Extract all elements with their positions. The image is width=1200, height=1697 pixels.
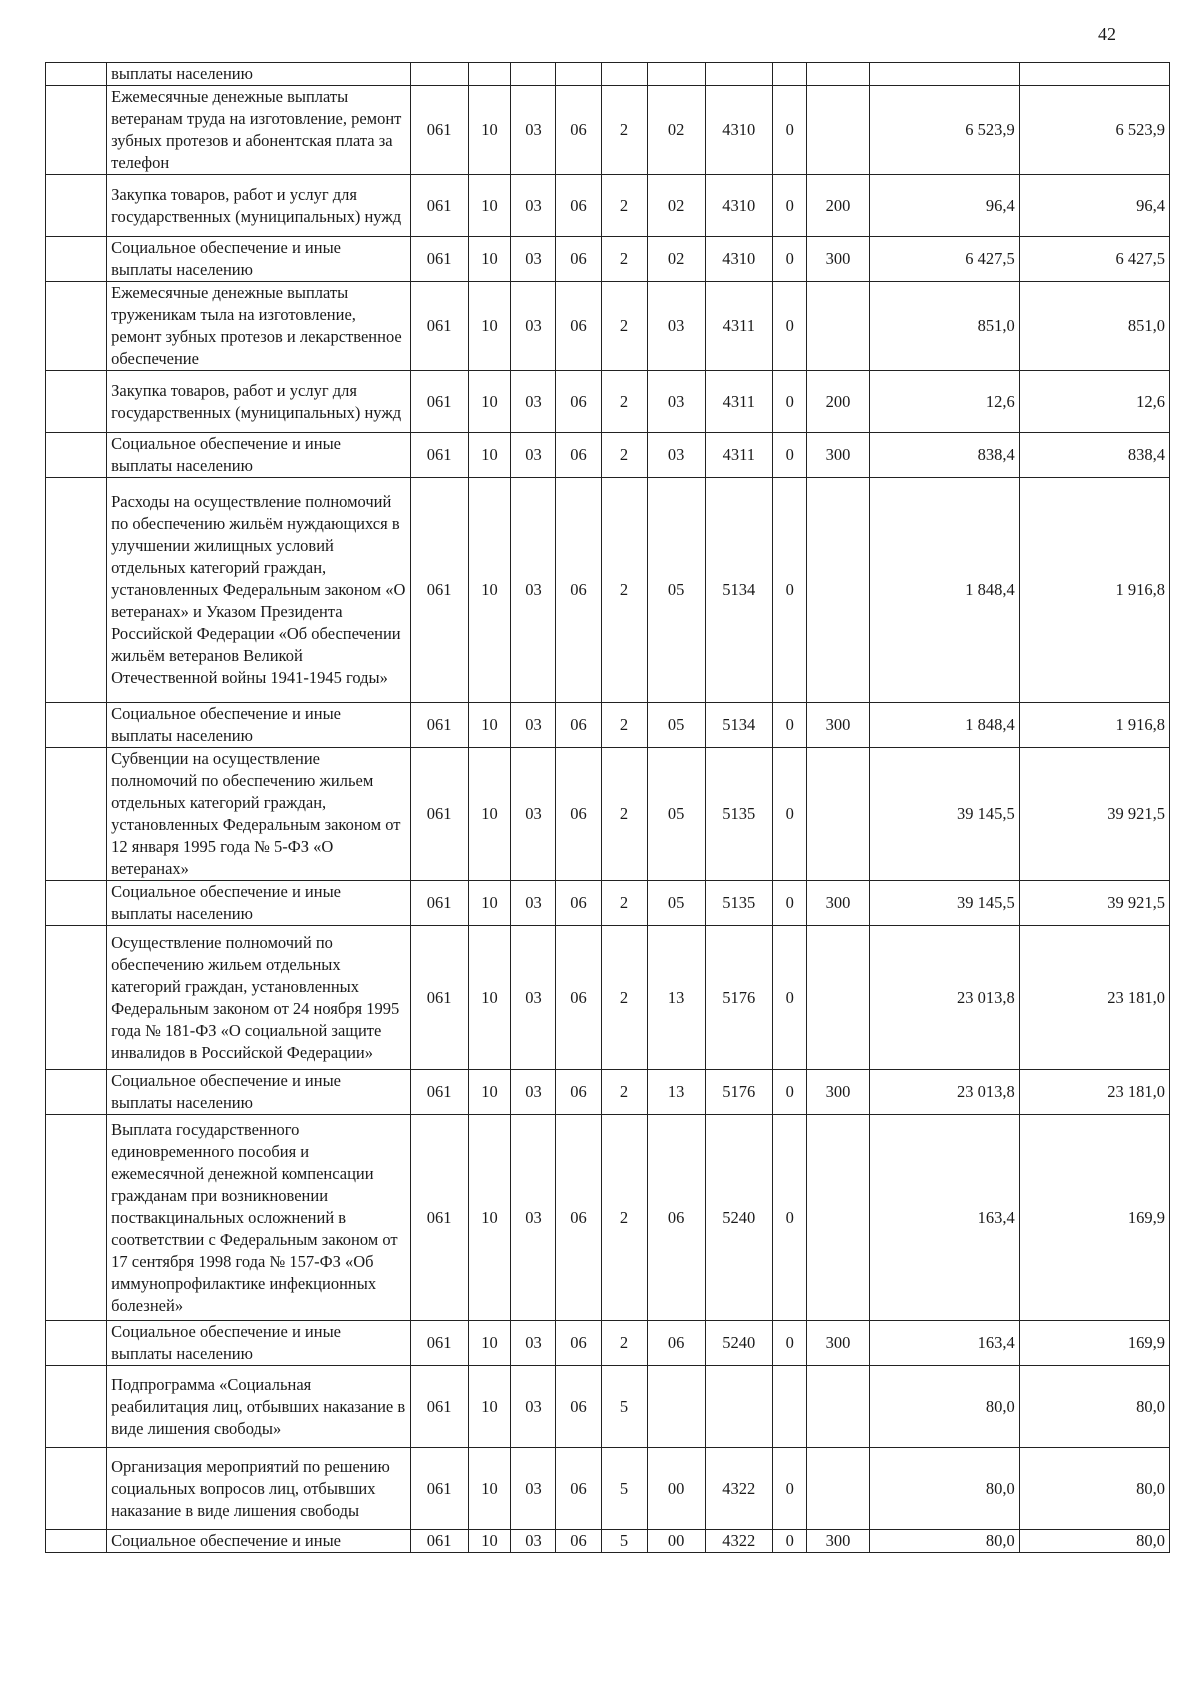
table-row <box>46 371 1170 433</box>
table-row <box>46 1321 1170 1366</box>
row-number-cell <box>46 926 107 1070</box>
row-number-cell <box>46 1366 107 1448</box>
code-expense-type: 300 <box>807 1530 869 1553</box>
amount-year-1: 23 013,8 <box>869 926 1019 1070</box>
code-sub: 0 <box>773 282 807 371</box>
code-ministry: 061 <box>410 1530 468 1553</box>
table-row <box>46 175 1170 237</box>
amount-year-2: 169,9 <box>1019 1321 1169 1366</box>
table-row <box>46 926 1170 1070</box>
amount-year-2: 851,0 <box>1019 282 1169 371</box>
table-row <box>46 748 1170 881</box>
code-subprogram: 2 <box>601 282 647 371</box>
code-ministry: 061 <box>410 433 468 478</box>
amount-year-1: 39 145,5 <box>869 748 1019 881</box>
row-number-cell <box>46 703 107 748</box>
row-number-cell <box>46 1070 107 1115</box>
code-ministry: 061 <box>410 371 468 433</box>
row-description: Закупка товаров, работ и услуг для государственных (муниципальных) нужд <box>107 371 411 433</box>
amount-year-1: 12,6 <box>869 371 1019 433</box>
code-subprogram: 2 <box>601 748 647 881</box>
code-item: 06 <box>647 1115 705 1321</box>
amount-year-1: 838,4 <box>869 433 1019 478</box>
code-program: 06 <box>556 86 601 175</box>
code-subprogram <box>601 63 647 86</box>
row-number-cell <box>46 1448 107 1530</box>
code-sub: 0 <box>773 1321 807 1366</box>
table-row <box>46 282 1170 371</box>
amount-year-1: 851,0 <box>869 282 1019 371</box>
code-section <box>468 63 511 86</box>
amount-year-2: 80,0 <box>1019 1530 1169 1553</box>
page-number: 42 <box>1098 24 1116 44</box>
code-item: 05 <box>647 478 705 703</box>
code-subsection: 03 <box>511 1448 556 1530</box>
row-description: Расходы на осуществление полномочий по обеспечению жильём нуждающихся в улучшении жилищных условий отдельных категорий граждан, установленных Федеральным законом «О ветеранах» и Указом Президента Российской Федерации «Об обеспечении жильём ветеранов Великой Отечественной войны 1941-1945 годы» <box>107 478 411 703</box>
code-section: 10 <box>468 1321 511 1366</box>
code-item: 02 <box>647 237 705 282</box>
code-expense-type: 300 <box>807 1321 869 1366</box>
code-article: 5135 <box>705 881 773 926</box>
code-item: 02 <box>647 175 705 237</box>
code-subprogram: 2 <box>601 371 647 433</box>
code-item: 13 <box>647 926 705 1070</box>
code-subprogram: 2 <box>601 926 647 1070</box>
row-description: Социальное обеспечение и иные <box>107 1530 411 1553</box>
code-article: 4311 <box>705 371 773 433</box>
code-expense-type: 200 <box>807 175 869 237</box>
code-program: 06 <box>556 703 601 748</box>
code-ministry: 061 <box>410 881 468 926</box>
row-description: Социальное обеспечение и иные выплаты населению <box>107 433 411 478</box>
code-program: 06 <box>556 175 601 237</box>
amount-year-1: 39 145,5 <box>869 881 1019 926</box>
amount-year-2: 39 921,5 <box>1019 748 1169 881</box>
code-program: 06 <box>556 1115 601 1321</box>
row-number-cell <box>46 282 107 371</box>
code-article: 4310 <box>705 86 773 175</box>
code-ministry: 061 <box>410 237 468 282</box>
code-item: 13 <box>647 1070 705 1115</box>
code-section: 10 <box>468 478 511 703</box>
code-sub: 0 <box>773 1530 807 1553</box>
code-program: 06 <box>556 282 601 371</box>
code-subsection: 03 <box>511 371 556 433</box>
code-subsection: 03 <box>511 175 556 237</box>
amount-year-2: 39 921,5 <box>1019 881 1169 926</box>
code-item: 02 <box>647 86 705 175</box>
row-description: Социальное обеспечение и иные выплаты населению <box>107 237 411 282</box>
code-item: 00 <box>647 1530 705 1553</box>
table-row <box>46 1070 1170 1115</box>
code-ministry: 061 <box>410 478 468 703</box>
amount-year-1: 80,0 <box>869 1366 1019 1448</box>
row-description: Социальное обеспечение и иные выплаты населению <box>107 1070 411 1115</box>
code-subsection: 03 <box>511 237 556 282</box>
code-expense-type <box>807 478 869 703</box>
code-subprogram: 5 <box>601 1530 647 1553</box>
code-sub: 0 <box>773 703 807 748</box>
amount-year-2: 838,4 <box>1019 433 1169 478</box>
code-expense-type: 300 <box>807 881 869 926</box>
table-row <box>46 1115 1170 1321</box>
code-item: 03 <box>647 433 705 478</box>
amount-year-1: 96,4 <box>869 175 1019 237</box>
code-program <box>556 63 601 86</box>
code-expense-type: 300 <box>807 237 869 282</box>
code-sub: 0 <box>773 86 807 175</box>
code-section: 10 <box>468 1530 511 1553</box>
code-program: 06 <box>556 1070 601 1115</box>
row-number-cell <box>46 237 107 282</box>
code-program: 06 <box>556 478 601 703</box>
row-description: Подпрограмма «Социальная реабилитация лиц, отбывших наказание в виде лишения свободы» <box>107 1366 411 1448</box>
row-description: Выплата государственного единовременного пособия и ежемесячной денежной компенсации гражданам при возникновении поствакцинальных осложнений в соответствии с Федеральным законом от 17 сентября 1998 года № 157-ФЗ «Об иммунопрофилактике инфекционных болезней» <box>107 1115 411 1321</box>
code-article: 5176 <box>705 926 773 1070</box>
code-ministry: 061 <box>410 748 468 881</box>
code-program: 06 <box>556 1366 601 1448</box>
row-number-cell <box>46 63 107 86</box>
row-description: выплаты населению <box>107 63 411 86</box>
code-article: 5240 <box>705 1321 773 1366</box>
code-subprogram: 2 <box>601 881 647 926</box>
code-program: 06 <box>556 1448 601 1530</box>
code-subprogram: 2 <box>601 175 647 237</box>
code-sub: 0 <box>773 175 807 237</box>
code-sub: 0 <box>773 433 807 478</box>
code-article: 4310 <box>705 175 773 237</box>
code-section: 10 <box>468 1115 511 1321</box>
code-article: 4322 <box>705 1448 773 1530</box>
code-subsection: 03 <box>511 1321 556 1366</box>
code-item: 05 <box>647 881 705 926</box>
code-expense-type <box>807 282 869 371</box>
amount-year-1: 163,4 <box>869 1115 1019 1321</box>
code-expense-type <box>807 926 869 1070</box>
amount-year-1: 6 523,9 <box>869 86 1019 175</box>
code-expense-type <box>807 86 869 175</box>
code-sub: 0 <box>773 1448 807 1530</box>
code-sub: 0 <box>773 926 807 1070</box>
amount-year-1: 80,0 <box>869 1448 1019 1530</box>
row-number-cell <box>46 1115 107 1321</box>
row-description: Организация мероприятий по решению социальных вопросов лиц, отбывших наказание в виде лишения свободы <box>107 1448 411 1530</box>
code-program: 06 <box>556 881 601 926</box>
amount-year-2 <box>1019 63 1169 86</box>
code-subprogram: 5 <box>601 1448 647 1530</box>
amount-year-1: 163,4 <box>869 1321 1019 1366</box>
table-row <box>46 881 1170 926</box>
code-ministry: 061 <box>410 1115 468 1321</box>
code-article: 5135 <box>705 748 773 881</box>
code-subsection: 03 <box>511 881 556 926</box>
code-sub: 0 <box>773 1115 807 1321</box>
code-subprogram: 2 <box>601 1070 647 1115</box>
row-description: Социальное обеспечение и иные выплаты населению <box>107 1321 411 1366</box>
row-description: Социальное обеспечение и иные выплаты населению <box>107 881 411 926</box>
code-expense-type: 300 <box>807 703 869 748</box>
code-program: 06 <box>556 237 601 282</box>
code-section: 10 <box>468 703 511 748</box>
amount-year-1: 80,0 <box>869 1530 1019 1553</box>
code-section: 10 <box>468 282 511 371</box>
table-row <box>46 1366 1170 1448</box>
code-ministry: 061 <box>410 703 468 748</box>
code-ministry: 061 <box>410 175 468 237</box>
code-article: 4322 <box>705 1530 773 1553</box>
table-row <box>46 1530 1170 1553</box>
code-ministry <box>410 63 468 86</box>
code-expense-type: 300 <box>807 433 869 478</box>
table-row <box>46 1448 1170 1530</box>
code-subsection: 03 <box>511 926 556 1070</box>
code-expense-type <box>807 1448 869 1530</box>
code-sub: 0 <box>773 881 807 926</box>
code-item <box>647 63 705 86</box>
amount-year-1: 1 848,4 <box>869 478 1019 703</box>
row-description: Социальное обеспечение и иные выплаты населению <box>107 703 411 748</box>
code-ministry: 061 <box>410 282 468 371</box>
amount-year-2: 96,4 <box>1019 175 1169 237</box>
code-sub: 0 <box>773 237 807 282</box>
code-ministry: 061 <box>410 1070 468 1115</box>
code-section: 10 <box>468 1070 511 1115</box>
amount-year-2: 23 181,0 <box>1019 1070 1169 1115</box>
code-article: 5134 <box>705 478 773 703</box>
code-subsection: 03 <box>511 86 556 175</box>
code-subsection: 03 <box>511 282 556 371</box>
code-ministry: 061 <box>410 1448 468 1530</box>
row-number-cell <box>46 881 107 926</box>
code-subsection: 03 <box>511 703 556 748</box>
amount-year-1: 6 427,5 <box>869 237 1019 282</box>
row-description: Ежемесячные денежные выплаты ветеранам труда на изготовление, ремонт зубных протезов и абонентская плата за телефон <box>107 86 411 175</box>
table-row <box>46 703 1170 748</box>
amount-year-2: 1 916,8 <box>1019 703 1169 748</box>
code-subsection: 03 <box>511 1366 556 1448</box>
code-expense-type <box>807 748 869 881</box>
code-section: 10 <box>468 1448 511 1530</box>
code-subprogram: 2 <box>601 433 647 478</box>
code-expense-type: 200 <box>807 371 869 433</box>
row-description: Субвенции на осуществление полномочий по обеспечению жильем отдельных категорий граждан, установленных Федеральным законом от 12 января 1995 года № 5-ФЗ «О ветеранах» <box>107 748 411 881</box>
row-number-cell <box>46 433 107 478</box>
code-expense-type <box>807 1115 869 1321</box>
amount-year-1: 1 848,4 <box>869 703 1019 748</box>
code-item: 05 <box>647 703 705 748</box>
code-ministry: 061 <box>410 86 468 175</box>
table-row <box>46 237 1170 282</box>
code-section: 10 <box>468 237 511 282</box>
row-number-cell <box>46 1530 107 1553</box>
table-row <box>46 63 1170 86</box>
code-item: 06 <box>647 1321 705 1366</box>
code-expense-type: 300 <box>807 1070 869 1115</box>
row-description: Ежемесячные денежные выплаты труженикам тыла на изготовление, ремонт зубных протезов и лекарственное обеспечение <box>107 282 411 371</box>
code-expense-type <box>807 1366 869 1448</box>
code-item: 05 <box>647 748 705 881</box>
code-expense-type <box>807 63 869 86</box>
table-body <box>46 63 1170 1553</box>
amount-year-2: 80,0 <box>1019 1366 1169 1448</box>
code-ministry: 061 <box>410 1366 468 1448</box>
code-article: 5176 <box>705 1070 773 1115</box>
code-section: 10 <box>468 371 511 433</box>
table-row <box>46 86 1170 175</box>
code-article: 4311 <box>705 282 773 371</box>
code-subsection: 03 <box>511 478 556 703</box>
code-item: 00 <box>647 1448 705 1530</box>
code-program: 06 <box>556 1321 601 1366</box>
code-sub: 0 <box>773 478 807 703</box>
budget-table <box>45 62 1170 1553</box>
code-section: 10 <box>468 86 511 175</box>
code-article <box>705 63 773 86</box>
code-ministry: 061 <box>410 926 468 1070</box>
code-subsection: 03 <box>511 748 556 881</box>
row-number-cell <box>46 86 107 175</box>
table-row <box>46 478 1170 703</box>
amount-year-2: 80,0 <box>1019 1448 1169 1530</box>
code-section: 10 <box>468 748 511 881</box>
row-number-cell <box>46 748 107 881</box>
code-program: 06 <box>556 433 601 478</box>
code-subprogram: 2 <box>601 478 647 703</box>
code-section: 10 <box>468 881 511 926</box>
code-subsection: 03 <box>511 1115 556 1321</box>
row-description: Закупка товаров, работ и услуг для государственных (муниципальных) нужд <box>107 175 411 237</box>
code-program: 06 <box>556 371 601 433</box>
code-sub: 0 <box>773 1070 807 1115</box>
code-article: 5240 <box>705 1115 773 1321</box>
code-program: 06 <box>556 1530 601 1553</box>
code-item <box>647 1366 705 1448</box>
code-sub: 0 <box>773 371 807 433</box>
amount-year-2: 6 427,5 <box>1019 237 1169 282</box>
code-program: 06 <box>556 926 601 1070</box>
row-number-cell <box>46 1321 107 1366</box>
code-section: 10 <box>468 433 511 478</box>
code-subsection: 03 <box>511 1070 556 1115</box>
code-article <box>705 1366 773 1448</box>
code-subprogram: 2 <box>601 86 647 175</box>
amount-year-1 <box>869 63 1019 86</box>
code-sub <box>773 1366 807 1448</box>
code-article: 5134 <box>705 703 773 748</box>
code-subsection: 03 <box>511 1530 556 1553</box>
row-number-cell <box>46 371 107 433</box>
code-subprogram: 2 <box>601 703 647 748</box>
row-description: Осуществление полномочий по обеспечению жильем отдельных категорий граждан, установленных Федеральным законом от 24 ноября 1995 года № 181-ФЗ «О социальной защите инвалидов в Российской Федерации» <box>107 926 411 1070</box>
code-subsection <box>511 63 556 86</box>
code-section: 10 <box>468 1366 511 1448</box>
code-subsection: 03 <box>511 433 556 478</box>
code-section: 10 <box>468 175 511 237</box>
amount-year-2: 23 181,0 <box>1019 926 1169 1070</box>
amount-year-2: 12,6 <box>1019 371 1169 433</box>
amount-year-2: 1 916,8 <box>1019 478 1169 703</box>
code-subprogram: 2 <box>601 1321 647 1366</box>
code-article: 4310 <box>705 237 773 282</box>
amount-year-1: 23 013,8 <box>869 1070 1019 1115</box>
amount-year-2: 169,9 <box>1019 1115 1169 1321</box>
code-article: 4311 <box>705 433 773 478</box>
code-program: 06 <box>556 748 601 881</box>
amount-year-2: 6 523,9 <box>1019 86 1169 175</box>
row-number-cell <box>46 175 107 237</box>
code-item: 03 <box>647 371 705 433</box>
table-row <box>46 433 1170 478</box>
code-sub: 0 <box>773 748 807 881</box>
code-subprogram: 5 <box>601 1366 647 1448</box>
code-subprogram: 2 <box>601 1115 647 1321</box>
code-sub <box>773 63 807 86</box>
code-subprogram: 2 <box>601 237 647 282</box>
code-ministry: 061 <box>410 1321 468 1366</box>
code-item: 03 <box>647 282 705 371</box>
code-section: 10 <box>468 926 511 1070</box>
row-number-cell <box>46 478 107 703</box>
